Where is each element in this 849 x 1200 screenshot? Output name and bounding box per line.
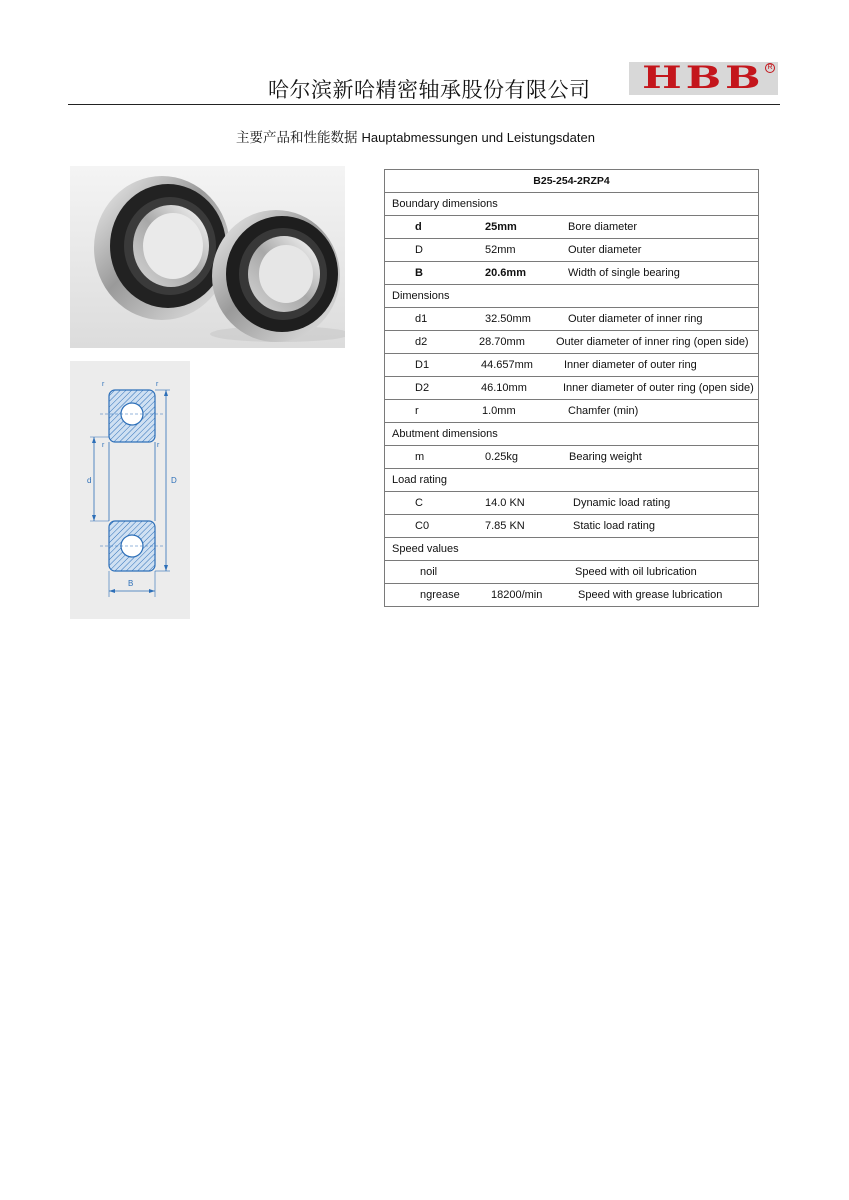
table-row	[385, 354, 759, 377]
logo-text: HBB	[642, 60, 765, 96]
table-row	[385, 515, 759, 538]
hbb-logo	[629, 62, 778, 95]
label-d: d	[87, 476, 92, 485]
table-row	[385, 239, 759, 262]
table-row	[385, 216, 759, 239]
company-name: 哈尔滨新哈精密轴承股份有限公司	[268, 78, 591, 102]
table-row	[385, 377, 759, 400]
row-value: 1.0mm	[482, 405, 516, 417]
table-row	[385, 308, 759, 331]
section-boundary-dimensions: Boundary dimensions	[385, 193, 759, 216]
table-row	[385, 400, 759, 423]
bearing-product-photo	[70, 166, 345, 348]
row-description: Speed with oil lubrication	[575, 566, 697, 578]
bearing-cross-section-drawing	[70, 361, 190, 619]
row-description: Bearing weight	[569, 451, 642, 463]
row-symbol: r	[415, 405, 419, 417]
section-speed-values: Speed values	[385, 538, 759, 561]
row-symbol: m	[415, 451, 425, 463]
table-row	[385, 446, 759, 469]
bearing-front	[212, 210, 340, 342]
table-row	[385, 584, 759, 607]
row-symbol: D1	[415, 359, 430, 371]
row-description: Inner diameter of outer ring (open side)	[563, 382, 754, 394]
registered-mark: R	[765, 63, 775, 73]
table-row	[385, 262, 759, 285]
row-description: Outer diameter of inner ring	[568, 313, 703, 325]
row-value: 20.6mm	[485, 267, 526, 279]
row-description: Static load rating	[573, 520, 655, 532]
row-symbol: C	[415, 497, 423, 509]
row-value: 52mm	[485, 244, 516, 256]
row-symbol: C0	[415, 520, 430, 532]
row-symbol: d	[415, 221, 422, 233]
row-symbol: d1	[415, 313, 428, 325]
row-description: Bore diameter	[568, 221, 638, 233]
row-description: Outer diameter of inner ring (open side)	[556, 336, 749, 348]
row-value: 32.50mm	[485, 313, 531, 325]
row-description: Outer diameter	[568, 244, 642, 256]
row-value: 28.70mm	[479, 336, 525, 348]
bearing-back	[94, 176, 230, 320]
row-value: 18200/min	[491, 589, 543, 601]
row-symbol: D	[415, 244, 423, 256]
row-value: 44.657mm	[481, 359, 533, 371]
row-description: Chamfer (min)	[568, 405, 639, 417]
header-rule	[68, 104, 780, 105]
label-r-top-right: r	[156, 381, 159, 388]
row-description: Dynamic load rating	[573, 497, 671, 509]
row-description: Speed with grease lubrication	[578, 589, 723, 601]
label-r-mid-left: r	[102, 442, 105, 449]
table-title: B25-254-2RZP4	[385, 170, 759, 193]
row-value: 46.10mm	[481, 382, 527, 394]
page-subtitle	[236, 126, 595, 146]
specification-table	[384, 169, 759, 607]
subtitle-chinese: 主要产品和性能数据	[236, 130, 358, 146]
label-B: B	[128, 579, 134, 588]
subtitle-german: Hauptabmessungen und Leistungsdaten	[361, 130, 595, 145]
label-r-mid-right: r	[157, 442, 160, 449]
row-description: Inner diameter of outer ring	[564, 359, 697, 371]
table-row	[385, 492, 759, 515]
label-D: D	[171, 476, 177, 485]
row-symbol: d2	[415, 336, 428, 348]
row-symbol: B	[415, 267, 423, 279]
row-symbol: D2	[415, 382, 430, 394]
table-row	[385, 331, 759, 354]
row-value: 0.25kg	[485, 451, 519, 463]
section-abutment-dimensions: Abutment dimensions	[385, 423, 759, 446]
label-r-top-left: r	[102, 381, 105, 388]
row-value: 14.0 KN	[485, 497, 525, 509]
table-row	[385, 561, 759, 584]
row-description: Width of single bearing	[568, 267, 680, 279]
row-value: 7.85 KN	[485, 520, 525, 532]
row-symbol: ngrease	[420, 589, 460, 601]
section-dimensions: Dimensions	[385, 285, 759, 308]
row-value: 25mm	[485, 221, 517, 233]
section-load-rating: Load rating	[385, 469, 759, 492]
row-symbol: noil	[420, 566, 438, 578]
